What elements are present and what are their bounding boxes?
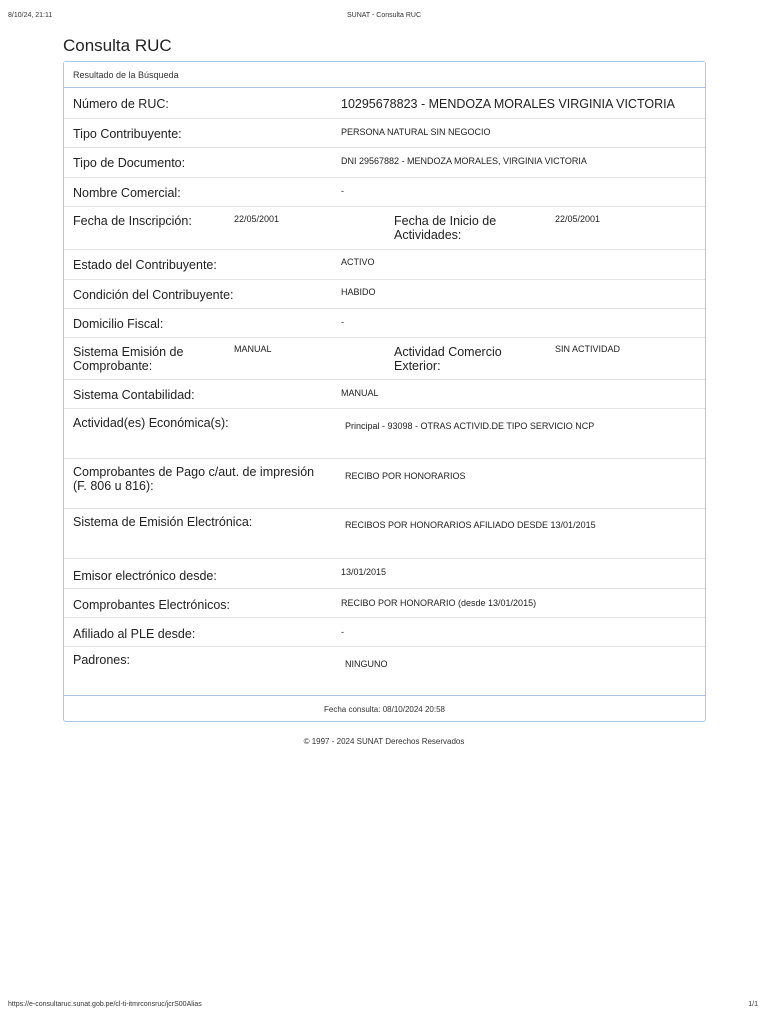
sistema-emision-electronica-label: Sistema de Emisión Electrónica:	[73, 515, 253, 529]
print-page-title: SUNAT - Consulta RUC	[346, 12, 422, 19]
tipo-contribuyente-value: PERSONA NATURAL SIN NEGOCIO	[341, 127, 491, 137]
row-nombre-comercial	[64, 178, 705, 207]
row-comprobantes-electronicos	[64, 589, 705, 618]
comprobantes-pago-value: RECIBO POR HONORARIOS	[345, 471, 466, 481]
padrones-value: NINGUNO	[345, 659, 388, 669]
sistema-emision-value: MANUAL	[234, 344, 272, 354]
row-afiliado-ple	[64, 618, 705, 647]
emisor-electronico-value: 13/01/2015	[341, 567, 387, 577]
estado-value: ACTIVO	[341, 257, 375, 267]
condicion-label: Condición del Contribuyente:	[73, 288, 234, 302]
page-title: Consulta RUC	[63, 36, 172, 55]
comprobantes-pago-label: Comprobantes de Pago c/aut. de impresión (F. 806 u 816):	[73, 465, 315, 493]
actividades-label: Actividad(es) Económica(s):	[73, 416, 229, 430]
page-url: https://e-consultaruc.sunat.gob.pe/cl-ti-itmrconsruc/jcrS00Alias	[8, 1001, 202, 1008]
actividad-comercio-exterior-label: Actividad Comercio Exterior:	[394, 345, 502, 373]
panel-heading: Resultado de la Búsqueda	[64, 62, 705, 88]
sistema-contabilidad-value: MANUAL	[341, 388, 379, 398]
actividades-value: Principal - 93098 - OTRAS ACTIVID.DE TIPO SERVICIO NCP	[345, 421, 595, 431]
sistema-contabilidad-label: Sistema Contabilidad:	[73, 388, 195, 402]
estado-label: Estado del Contribuyente:	[73, 258, 217, 272]
row-emisor-electronico	[64, 559, 705, 589]
fecha-inscripcion-label: Fecha de Inscripción:	[73, 214, 192, 228]
print-footer	[0, 1001, 768, 1013]
row-comprobantes-pago	[64, 459, 705, 509]
row-actividades	[64, 409, 705, 459]
domicilio-label: Domicilio Fiscal:	[73, 317, 164, 331]
sistema-emision-label: Sistema Emisión de Comprobante:	[73, 345, 184, 373]
print-header	[0, 12, 768, 24]
copyright: © 1997 - 2024 SUNAT Derechos Reservados	[303, 737, 465, 746]
afiliado-ple-label: Afiliado al PLE desde:	[73, 627, 196, 641]
row-padrones	[64, 647, 705, 696]
afiliado-ple-value: -	[341, 627, 344, 637]
row-estado	[64, 250, 705, 280]
row-condicion	[64, 280, 705, 309]
nombre-comercial-label: Nombre Comercial:	[73, 186, 181, 200]
comprobantes-electronicos-value: RECIBO POR HONORARIO (desde 13/01/2015)	[341, 598, 537, 608]
row-tipo-contribuyente	[64, 119, 705, 148]
row-domicilio	[64, 309, 705, 338]
tipo-contribuyente-label: Tipo Contribuyente:	[73, 127, 182, 141]
row-sistema-emision	[64, 338, 705, 380]
row-sistema-contabilidad	[64, 380, 705, 409]
fecha-consulta: Fecha consulta: 08/10/2024 20:58	[324, 705, 445, 714]
fecha-inicio-actividades-label: Fecha de Inicio de Actividades:	[394, 214, 497, 242]
padrones-label: Padrones:	[73, 653, 130, 667]
print-datetime: 8/10/24, 21:11	[8, 12, 53, 19]
actividad-comercio-exterior-value: SIN ACTIVIDAD	[555, 344, 621, 354]
page-number: 1/1	[748, 1001, 758, 1008]
results-panel	[63, 61, 706, 722]
domicilio-value: -	[341, 317, 344, 327]
nombre-comercial-value: -	[341, 186, 344, 196]
sistema-emision-electronica-value: RECIBOS POR HONORARIOS AFILIADO DESDE 13/01/2015	[345, 520, 596, 530]
tipo-documento-value: DNI 29567882 - MENDOZA MORALES, VIRGINIA VICTORIA	[341, 156, 587, 166]
row-fecha-inscripcion	[64, 207, 705, 250]
ruc-label: Número de RUC:	[73, 97, 169, 111]
comprobantes-electronicos-label: Comprobantes Electrónicos:	[73, 598, 231, 612]
fecha-inscripcion-value: 22/05/2001	[234, 214, 280, 224]
condicion-value: HABIDO	[341, 287, 376, 297]
emisor-electronico-label: Emisor electrónico desde:	[73, 569, 217, 583]
fecha-inicio-actividades-value: 22/05/2001	[555, 214, 601, 224]
ruc-value: 10295678823 - MENDOZA MORALES VIRGINIA VICTORIA	[341, 97, 675, 111]
row-tipo-documento	[64, 148, 705, 178]
row-sistema-emision-electronica	[64, 509, 705, 559]
row-ruc	[64, 88, 705, 119]
tipo-documento-label: Tipo de Documento:	[73, 156, 186, 170]
